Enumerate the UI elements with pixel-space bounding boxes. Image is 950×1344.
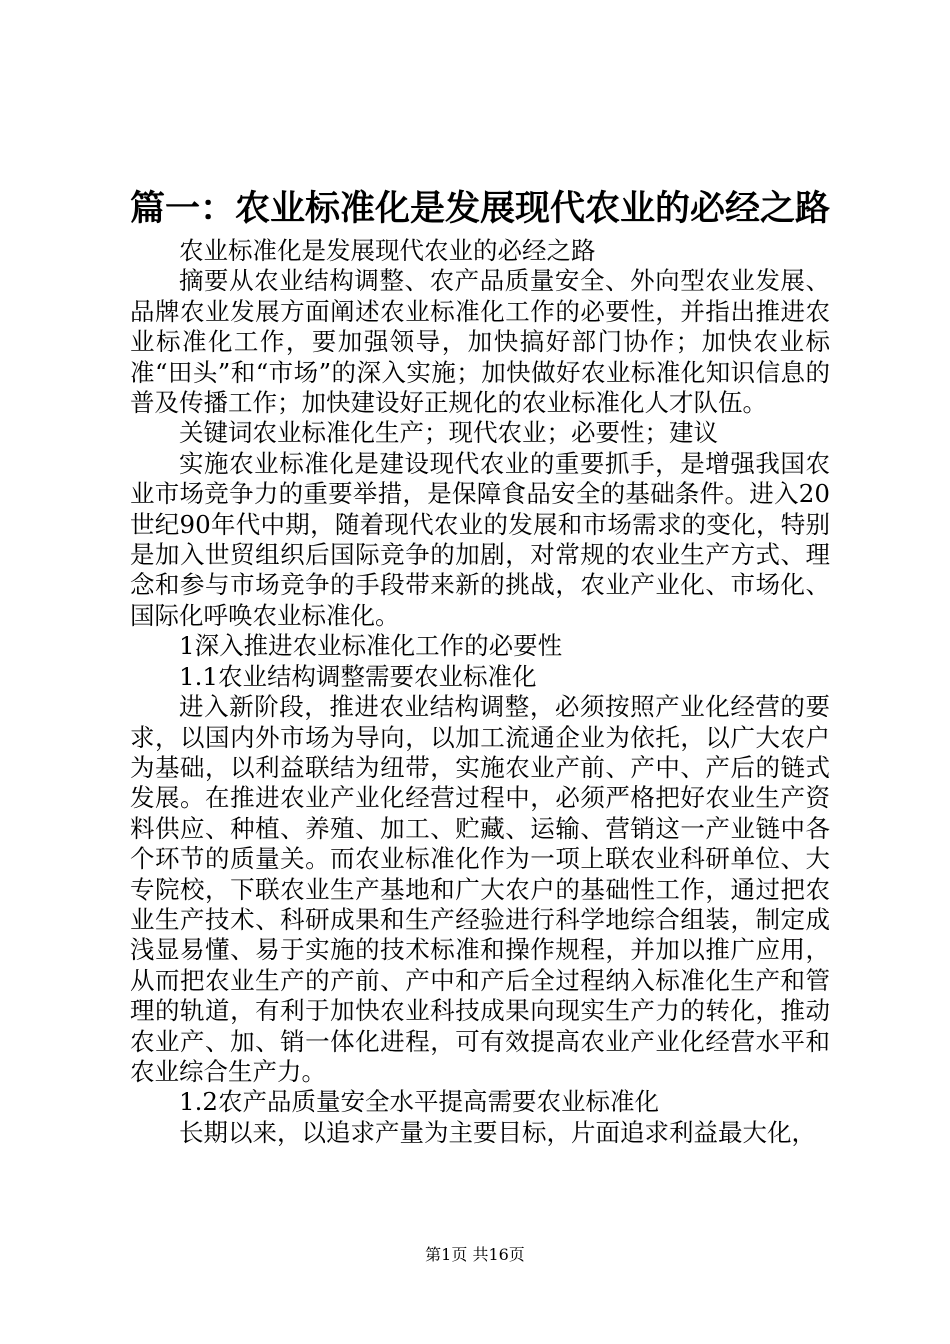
document-title: 篇一：农业标准化是发展现代农业的必经之路 xyxy=(130,189,831,229)
paragraph: 实施农业标准化是建设现代农业的重要抓手，是增强我国农业市场竞争力的重要举措，是保障食品安全的基础条件。进入20世纪90年代中期，随着现代农业的发展和市场需求的变化，特别是加入世贸组织后国际竞争的加剧，对常规的农业生产方式、理念和参与市场竞争的手段带来新的挑战，农业产业化、市场化、国际化呼唤农业标准化。 xyxy=(130,448,830,630)
section-heading: 1深入推进农业标准化工作的必要性 xyxy=(179,631,563,661)
paragraph: 摘要从农业结构调整、农产品质量安全、外向型农业发展、品牌农业发展方面阐述农业标准化工作的必要性，并指出推进农业标准化工作，要加强领导，加快搞好部门协作；加快农业标准“田头”和“市场”的深入实施；加快做好农业标准化知识信息的普及传播工作；加快建设好正规化的农业标准化人才队伍。 xyxy=(130,266,830,418)
subsection-heading: 1.1农业结构调整需要农业标准化 xyxy=(179,661,537,691)
paragraph: 长期以来，以追求产量为主要目标，片面追求利益最大化， xyxy=(179,1117,816,1147)
document-body xyxy=(130,236,830,1148)
page-footer: 第1页 共16页 xyxy=(425,1245,525,1264)
paragraph: 关键词农业标准化生产；现代农业；必要性；建议 xyxy=(179,418,718,448)
subsection-heading: 1.2农产品质量安全水平提高需要农业标准化 xyxy=(179,1087,659,1117)
paragraph: 农业标准化是发展现代农业的必经之路 xyxy=(179,236,596,265)
paragraph: 进入新阶段，推进农业结构调整，必须按照产业化经营的要求，以国内外市场为导向，以加工流通企业为依托，以广大农户为基础，以利益联结为纽带，实施农业产前、产中、产后的链式发展。在推进农业产业化经营过程中，必须严格把好农业生产资料供应、种植、养殖、加工、贮藏、运输、营销这一产业链中各个环节的质量关。而农业标准化作为一项上联农业科研单位、大专院校，下联农业生产基地和广大农户的基础性工作，通过把农业生产技术、科研成果和生产经验进行科学地综合组装，制定成浅显易懂、易于实施的技术标准和操作规程，并加以推广应用，从而把农业生产的产前、产中和产后全过程纳入标准化生产和管理的轨道，有利于加快农业科技成果向现实生产力的转化，推动农业产、加、销一体化进程，可有效提高农业产业化经营水平和农业综合生产力。 xyxy=(130,692,830,1086)
